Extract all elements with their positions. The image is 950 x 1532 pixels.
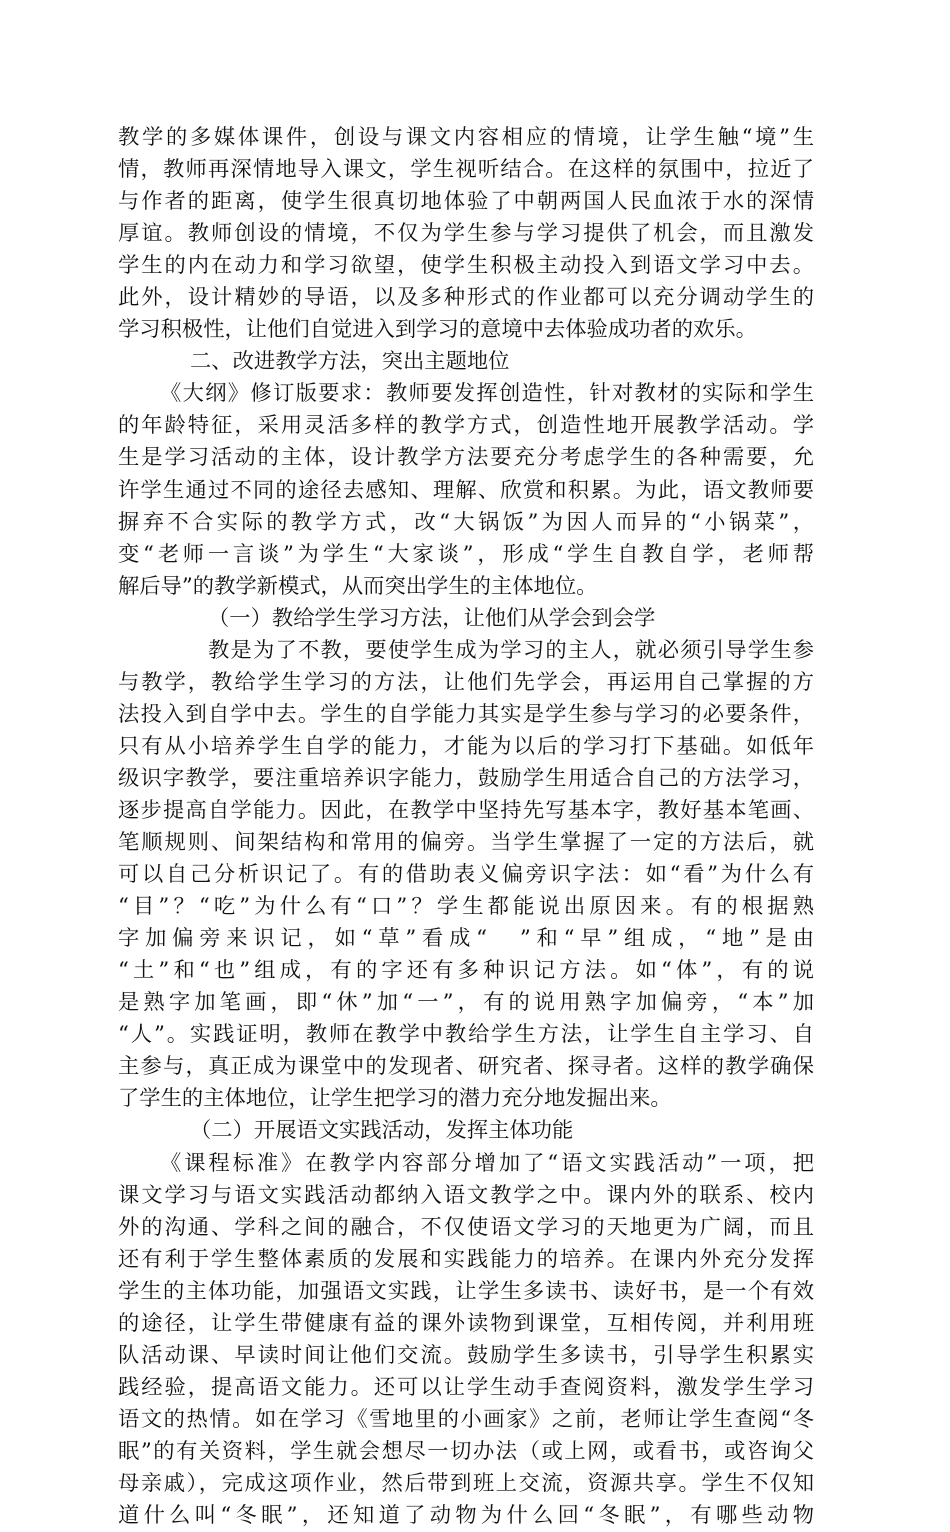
section-heading: 二、改进教学方法，突出主题地位 — [190, 349, 510, 375]
text-line: 外的沟通、学科之间的融合，不仅使语文学习的天地更为广阔，而且 — [118, 1214, 814, 1240]
text-line: 道什么叫“冬眠”，还知道了动物为什么回“冬眠”，有哪些动物 — [118, 1503, 814, 1529]
text-line: “人”。实践证明，教师在教学中教给学生方法，让学生自主学习、自 — [118, 1022, 814, 1048]
text-line: 厚谊。教师创设的情境，不仅为学生参与学习提供了机会，而且激发 — [118, 221, 814, 247]
subsection-heading: （二）开展语文实践活动，发挥主体功能 — [190, 1118, 574, 1144]
text-line: 学生的主体功能，加强语文实践，让学生多读书、读好书，是一个有效 — [118, 1278, 814, 1304]
text-line: 变“老师一言谈”为学生“大家谈”，形成“学生自教自学，老师帮 — [118, 541, 814, 567]
text-line: 教学的多媒体课件，创设与课文内容相应的情境，让学生触“境”生 — [118, 125, 814, 150]
text-line: 解后导”的教学新模式，从而突出学生的主体地位。 — [118, 573, 598, 599]
text-line: 《大纲》修订版要求：教师要发挥创造性，针对教材的实际和学生 — [160, 381, 814, 407]
text-line: 与教学，教给学生学习的方法，让他们先学会，再运用自己掌握的方 — [118, 669, 814, 695]
text-line: 笔顺规则、间架结构和常用的偏旁。当学生掌握了一定的方法后，就 — [118, 830, 814, 856]
text-line: 践经验，提高语文能力。还可以让学生动手查阅资料，激发学生学习 — [118, 1374, 814, 1400]
text-line: 可以自己分析识记了。有的借助表义偏旁识字法：如“看”为什么有 — [118, 862, 814, 888]
text-line: 法投入到自学中去。学生的自学能力其实是学生参与学习的必要条件， — [118, 701, 814, 727]
text-line: 眠”的有关资料，学生就会想尽一切办法（或上网，或看书，或咨询父 — [118, 1438, 814, 1464]
text-line: 级识字教学，要注重培养识字能力，鼓励学生用适合自己的方法学习， — [118, 765, 814, 791]
text-line: “目”？“吃”为什么有“口”？学生都能说出原因来。有的根据熟 — [118, 894, 814, 920]
text-line: 课文学习与语文实践活动都纳入语文教学之中。课内外的联系、校内 — [118, 1182, 814, 1208]
text-line: 教是为了不教，要使学生成为学习的主人，就必须引导学生参 — [208, 637, 814, 663]
text-line: 母亲戚），完成这项作业，然后带到班上交流，资源共享。学生不仅知 — [118, 1470, 814, 1496]
text-line: 队活动课、早读时间让他们交流。鼓励学生多读书，引导学生积累实 — [118, 1342, 814, 1368]
document-body — [118, 122, 814, 1532]
text-line: 了学生的主体地位，让学生把学习的潜力充分地发掘出来。 — [118, 1086, 672, 1112]
text-line: 的年龄特征，采用灵活多样的教学方式，创造性地开展教学活动。学 — [118, 413, 814, 439]
subsection-heading: （一）教给学生学习方法，让他们从学会到会学 — [208, 605, 656, 631]
text-line: 生是学习活动的主体，设计教学方法要充分考虑学生的各种需要，允 — [118, 445, 814, 471]
text-line: 是熟字加笔画，即“休”加“一”，有的说用熟字加偏旁，“本”加 — [118, 990, 814, 1016]
text-line: 与作者的距离，使学生很真切地体验了中朝两国人民血浓于水的深情 — [118, 189, 814, 215]
text-line: 只有从小培养学生自学的能力，才能为以后的学习打下基础。如低年 — [118, 733, 814, 759]
text-line: 的途径，让学生带健康有益的课外读物到课堂，互相传阅，并利用班 — [118, 1310, 814, 1336]
text-line: 摒弃不合实际的教学方式，改“大锅饭”为因人而异的“小锅菜”， — [118, 509, 814, 535]
text-line: 情，教师再深情地导入课文，学生视听结合。在这样的氛围中，拉近了 — [118, 157, 814, 183]
text-line: 《课程标准》在教学内容部分增加了“语文实践活动”一项，把 — [160, 1150, 814, 1176]
text-line: 此外，设计精妙的导语，以及多种形式的作业都可以充分调动学生的 — [118, 285, 814, 311]
text-line: 逐步提高自学能力。因此，在教学中坚持先写基本字，教好基本笔画、 — [118, 797, 814, 823]
text-line: 许学生通过不同的途径去感知、理解、欣赏和积累。为此，语文教师要 — [118, 477, 814, 503]
text-line: 字加偏旁来识记，如“草”看成“ ”和“早”组成，“地”是由 — [118, 926, 814, 952]
text-line: 主参与，真正成为课堂中的发现者、研究者、探寻者。这样的教学确保 — [118, 1054, 814, 1080]
text-line: 语文的热情。如在学习《雪地里的小画家》之前，老师让学生查阅“冬 — [118, 1406, 814, 1432]
text-line: 还有利于学生整体素质的发展和实践能力的培养。在课内外充分发挥 — [118, 1246, 814, 1272]
text-line: 学习积极性，让他们自觉进入到学习的意境中去体验成功者的欢乐。 — [118, 317, 757, 343]
text-line: “土”和“也”组成，有的字还有多种识记方法。如“体”，有的说 — [118, 958, 814, 984]
text-line: 学生的内在动力和学习欲望，使学生积极主动投入到语文学习中去。 — [118, 253, 814, 279]
